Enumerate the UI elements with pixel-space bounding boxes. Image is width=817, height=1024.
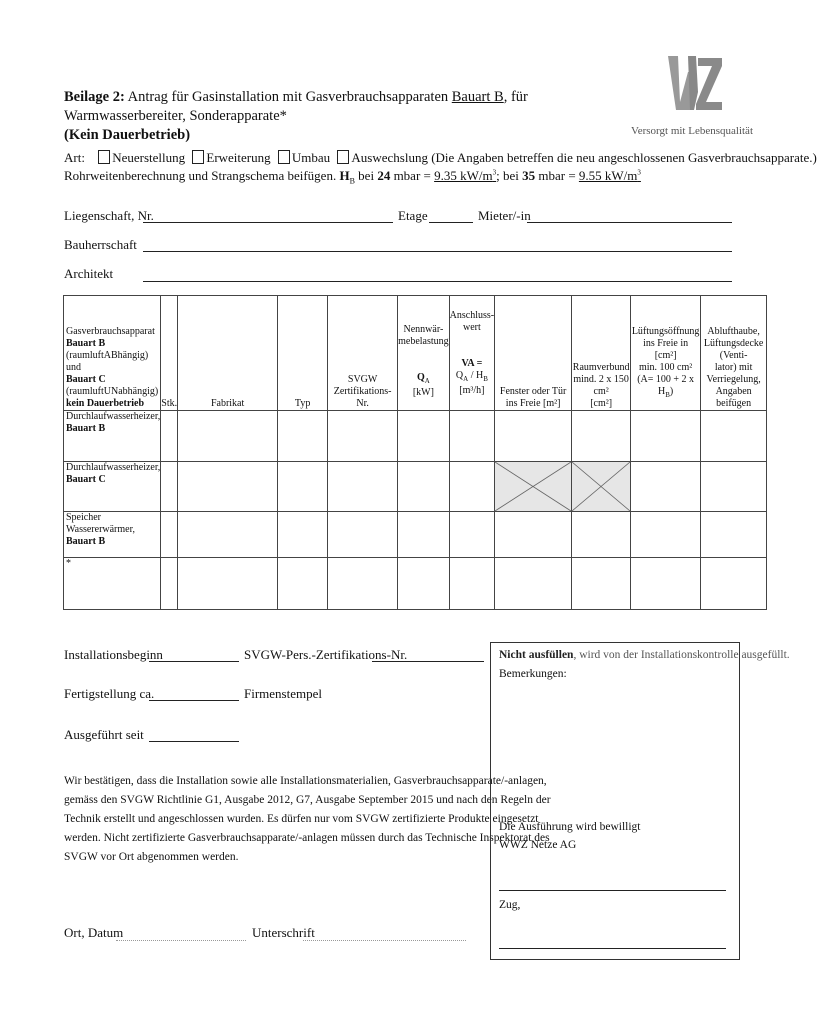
architekt-input[interactable]: [143, 281, 732, 282]
table-row: *: [64, 558, 767, 610]
label-mieter: Mieter/-in: [478, 208, 531, 223]
header-ablufthaube: Ablufthaube, Lüftungsdecke (Venti- lator) mit Verriegelung, Angaben beifügen: [701, 296, 767, 411]
bauherrschaft-input[interactable]: [143, 251, 732, 252]
header-fabrikat: Fabrikat: [178, 296, 278, 411]
etage-input[interactable]: [429, 222, 473, 223]
label-ausgefuehrt-seit: Ausgeführt seit: [64, 727, 144, 742]
appliance-table: [63, 295, 767, 610]
label-svgw-pers: SVGW-Pers.-Zertifikations-Nr.: [244, 647, 408, 662]
label-fertigstellung: Fertigstellung ca.: [64, 686, 155, 701]
label-installationsbeginn: Installationsbeginn: [64, 647, 163, 662]
header-anschlusswert: Anschluss- wert VA = $Q_A / H_B$ [m³/h]: [449, 296, 494, 411]
label-ort-datum: Ort, Datum: [64, 925, 124, 940]
box-signature-line[interactable]: [499, 890, 726, 891]
label-liegenschaft: Liegenschaft, Nr.: [64, 208, 154, 223]
table-row: Durchlaufwasserheizer, Bauart C: [64, 462, 767, 512]
box-netze: WWZ Netze AG: [499, 839, 577, 851]
calc-note: Rohrweitenberechnung und Strangschema beifügen. $H_B$ bei 24 mbar = 9.35 $kW/m^3$; bei 35 mbar = 9.55 $kW/m^3$: [64, 168, 641, 186]
box-bewilligt: Die Ausführung wird bewilligt: [499, 821, 641, 833]
checkbox-neuerstellung[interactable]: [98, 150, 110, 164]
checkbox-erweiterung[interactable]: [192, 150, 204, 164]
label-etage: Etage: [398, 208, 428, 223]
header-svgw: SVGW Zertifikations-Nr.: [328, 296, 398, 411]
label-architekt: Architekt: [64, 266, 114, 281]
form-title: Beilage 2: Antrag für Gasinstallation mit Gasverbrauchsapparaten Bauart B, für Warmwasserbereiter, Sonderapparate* (Kein Dauerbetrieb): [64, 89, 528, 143]
unterschrift-input[interactable]: [303, 940, 466, 941]
installationsbeginn-input[interactable]: [149, 661, 239, 662]
checkbox-umbau[interactable]: [278, 150, 290, 164]
table-row: Durchlaufwasserheizer, Bauart B: [64, 411, 767, 462]
brand-tagline: Versorgt mit Lebensqualität: [631, 125, 753, 137]
label-bauherrschaft: Bauherrschaft: [64, 237, 137, 252]
wwz-logo: [666, 52, 724, 114]
box-date-line[interactable]: [499, 948, 726, 949]
header-nennwaerme: Nennwär- mebelastung $Q_A$ [kW]: [398, 296, 450, 411]
svgw-pers-input[interactable]: [372, 661, 484, 662]
checkbox-auswechslung[interactable]: [337, 150, 349, 164]
box-bemerkungen: Bemerkungen:: [499, 668, 567, 680]
box-zug: Zug,: [499, 899, 521, 911]
liegenschaft-input[interactable]: [143, 222, 393, 223]
header-typ: Typ: [278, 296, 328, 411]
art-row: Art: Neuerstellung Erweiterung Umbau Auswechslung (Die Angaben betreffen die neu angeschlossenen Gasverbrauchsapparate.): [64, 150, 817, 165]
inspection-box: [490, 642, 790, 960]
box-heading: Nicht ausfüllen, wird von der Installationskontrolle ausgefüllt.: [499, 649, 790, 661]
table-row: Speicher Wassererwärmer, Bauart B: [64, 512, 767, 558]
header-fenster: Fenster oder Tür ins Freie [m²]: [495, 296, 572, 411]
header-raumverbund: Raumverbund mind. 2 x 150 cm² [cm²]: [572, 296, 631, 411]
crossed-cell-raumverbund: [572, 462, 631, 512]
label-firmenstempel: Firmenstempel: [244, 686, 322, 701]
mieter-input[interactable]: [527, 222, 732, 223]
ort-datum-input[interactable]: [116, 940, 246, 941]
header-apparat: Gasverbrauchsapparat Bauart B (raumluftABhängig) und Bauart C (raumluftUNabhängig) kein Dauerbetrieb: [64, 296, 161, 411]
confirmation-text: Wir bestätigen, dass die Installation sowie alle Installationsmaterialien, Gasverbrauchsapparate/-anlagen, gemäss den SVGW Richtlinie G1, Ausgabe 2012, G7, Ausgabe September 2015 und nach den Regeln der Technik erstellt und angeschlossen wurden. Es dürfen nur vom SVGW zertifizierte Produkte eingesetzt werden. Nicht zertifizierte Gasverbrauchsapparate/-anlagen müssen durch das Technische Inspektorat des SVGW vor Ort abgenommen werden.: [64, 775, 551, 863]
ausgefuehrt-seit-input[interactable]: [149, 741, 239, 742]
crossed-cell-fenster: [495, 462, 572, 512]
header-stk: Stk.: [161, 296, 178, 411]
label-unterschrift: Unterschrift: [252, 925, 315, 940]
fertigstellung-input[interactable]: [149, 700, 239, 701]
header-lueftung: Lüftungsöffnung ins Freie in [cm²] min. 100 cm² (A= 100 + 2 x $H_B$): [631, 296, 701, 411]
table-header: [64, 296, 767, 411]
